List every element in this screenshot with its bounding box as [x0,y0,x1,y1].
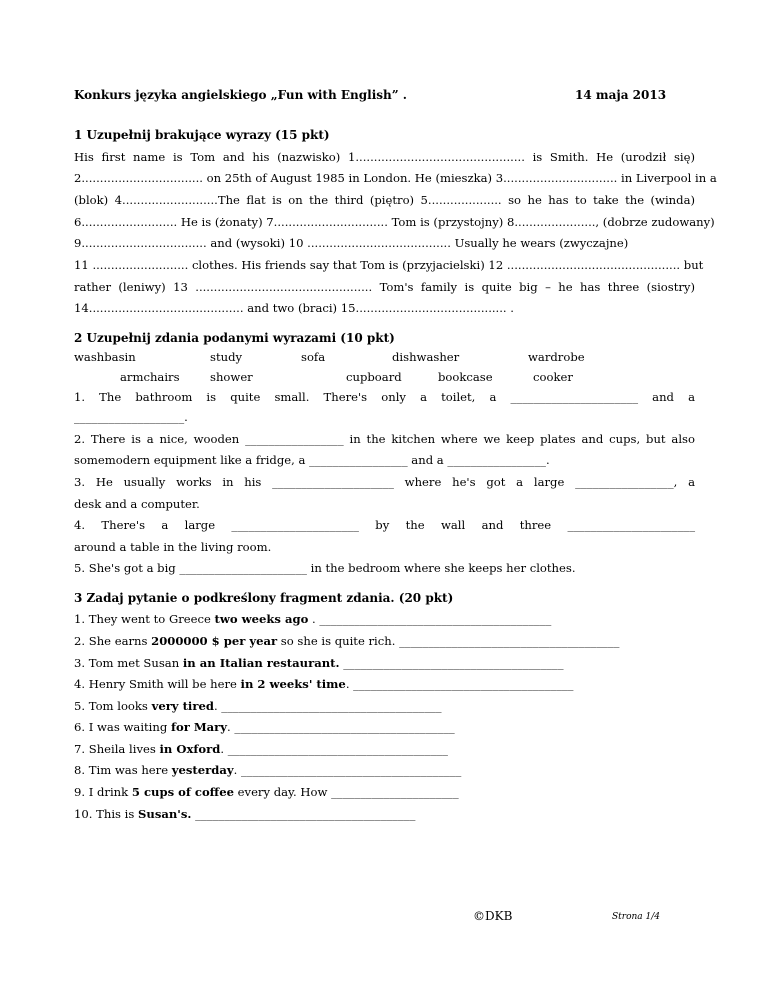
question-item: 4. Henry Smith will be here in 2 weeks' time. ______________________________________ [74,677,574,691]
s2-line: 3. He usually works in his _____________________ where he's got a large _________________, a [74,475,695,489]
s1-line: 9.................................. and (wysoki) 10 ....................................... Usually he wears (zwyczajne) [74,236,629,250]
word-bank-item: study [210,350,243,364]
question-item: 2. She earns 2000000 $ per year so she is quite rich. ______________________________________ [74,634,620,648]
word-bank-item: cupboard [346,370,402,384]
contest-date: 14 maja 2013 [575,88,667,102]
contest-title: Konkurs języka angielskiego „Fun with English” . [74,88,407,102]
word-bank-item: sofa [301,350,326,364]
question-item: 7. Sheila lives in Oxford. ______________________________________ [74,742,448,756]
question-item: 5. Tom looks very tired. ______________________________________ [74,699,442,713]
word-bank-item: armchairs [120,370,180,384]
section-2-title: 2 Uzupełnij zdania podanymi wyrazami (10 pkt) [74,331,395,345]
s1-line: 11 .......................... clothes. His friends say that Tom is (przyjacielski) 12 ............................................... but [74,258,704,272]
question-item: 1. They went to Greece two weeks ago . ________________________________________ [74,612,552,626]
s1-line: 2................................. on 25th of August 1985 in London. He (mieszka) 3............................... in Liverpool in a [74,171,717,185]
s2-line: 1. The bathroom is quite small. There's only a toilet, a ______________________ and a [74,390,695,404]
page-number: Strona 1/4 [612,912,661,922]
word-bank-item: shower [210,370,253,384]
word-bank-item: washbasin [74,350,136,364]
section-3-title: 3 Zadaj pytanie o podkreślony fragment zdania. (20 pkt) [74,591,454,605]
question-item: 6. I was waiting for Mary. ______________________________________ [74,720,455,734]
s2-line: somemodern equipment like a fridge, a _________________ and a _________________. [74,453,550,467]
word-bank-item: cooker [533,370,573,384]
s1-line: rather (leniwy) 13 ................................................ Tom's family is quite big – he has three (siostry) [74,280,695,294]
copyright-mark: ©DKB [473,909,513,923]
word-bank-item: wardrobe [528,350,585,364]
s1-line: 6.......................... He is (żonaty) 7............................... Tom is (przystojny) 8......................, (dobrze zudowany) [74,215,715,229]
s2-line: 5. She's got a big ______________________ in the bedroom where she keeps her clothes. [74,561,576,575]
s1-line: (blok) 4..........................The flat is on the third (piętro) 5.................... so he has to take the (winda) [74,193,695,207]
s2-line: around a table in the living room. [74,540,272,554]
s1-line: His first name is Tom and his (nazwisko) 1.............................................. is Smith. He (urodził się) [74,150,695,164]
s2-line: 2. There is a nice, wooden _________________ in the kitchen where we keep plates and cups, but also [74,432,695,446]
question-item: 10. This is Susan's. ______________________________________ [74,807,416,821]
s1-line: 14.......................................... and two (braci) 15......................................... . [74,301,514,315]
s2-line: 4. There's a large ______________________ by the wall and three ______________________ [74,518,695,532]
question-item: 8. Tim was here yesterday. ______________________________________ [74,763,462,777]
question-item: 9. I drink 5 cups of coffee every day. How ______________________ [74,785,459,799]
word-bank-item: dishwasher [392,350,460,364]
question-item: 3. Tom met Susan in an Italian restaurant. ______________________________________ [74,656,564,670]
section-1-title: 1 Uzupełnij brakujące wyrazy (15 pkt) [74,128,330,142]
s2-line: desk and a computer. [74,497,200,511]
s2-line: ___________________. [74,410,188,424]
word-bank-item: bookcase [438,370,493,384]
